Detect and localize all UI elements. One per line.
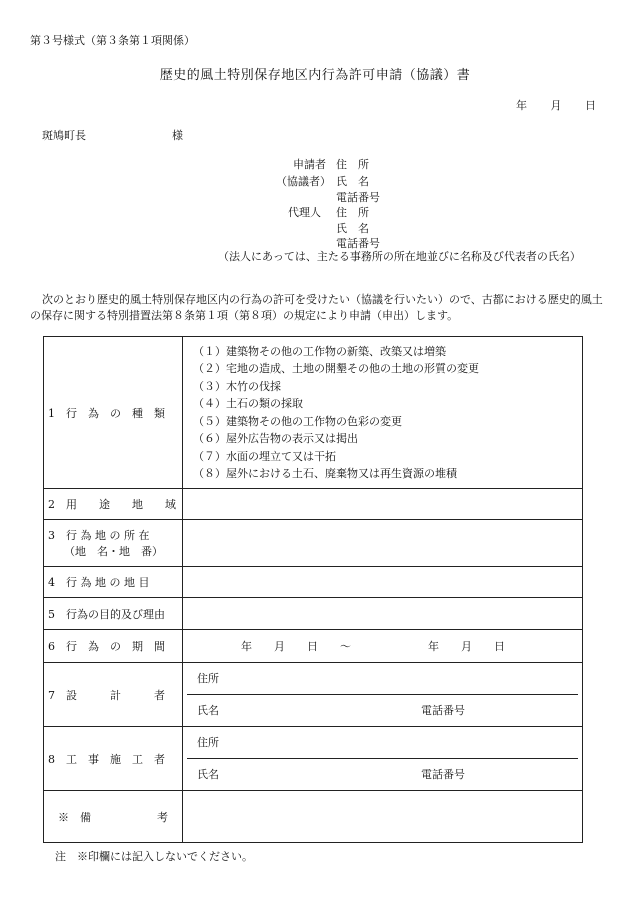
designer-phone-label: 電話番号	[421, 704, 465, 717]
act-kind-item[interactable]: （６）屋外広告物の表示又は掲出	[193, 432, 358, 445]
act-kind-item[interactable]: （２）宅地の造成、土地の開墾その他の土地の形質の変更	[193, 362, 479, 375]
act-kind-list-cell[interactable]	[183, 337, 583, 489]
applicant-address-label: 住 所	[336, 158, 369, 171]
application-statement: 次のとおり歴史的風土特別保存地区内の行為の許可を受けたい（協議を行いたい）ので、古都における歴史的風土の保存に関する特別措置法第８条第１項（第８項）の規定により申請（申出）します。	[30, 293, 603, 322]
corporate-note: （法人にあっては、主たる事務所の所在地並びに名称及び代表者の氏名）	[218, 250, 581, 263]
act-kind-item[interactable]: （８）屋外における土石、廃棄物又は再生資源の堆積	[193, 467, 457, 480]
row-purpose	[44, 598, 583, 630]
applicant-role-alt: （協議者）	[276, 175, 331, 188]
row-contractor	[44, 727, 583, 791]
row-zoning	[44, 489, 583, 520]
applicant-name-label: 氏 名	[336, 175, 369, 188]
contractor-name-field[interactable]: 氏名 電話番号	[187, 759, 578, 790]
period-field[interactable]: 年 月 日 ～ 年 月 日	[183, 630, 583, 663]
row-period	[44, 630, 583, 663]
addressee-name: 斑鳩町長	[42, 129, 86, 142]
act-kind-item[interactable]: （４）土石の類の採取	[193, 397, 303, 410]
row-act-kind	[44, 337, 583, 489]
agent-name-label: 氏 名	[336, 222, 369, 235]
zoning-field[interactable]	[183, 489, 583, 520]
designer-address-field[interactable]: 住所	[187, 663, 578, 695]
document-title: 歴史的風土特別保存地区内行為許可申請（協議）書	[159, 68, 471, 83]
row-designer	[44, 663, 583, 727]
agent-role: 代理人	[288, 206, 321, 219]
act-kind-item[interactable]: （３）木竹の伐採	[193, 379, 281, 393]
label-purpose: 5 行為の目的及び理由	[44, 598, 183, 630]
designer-fields	[183, 663, 583, 727]
designer-name-field[interactable]: 氏名 電話番号	[187, 695, 578, 726]
row-remarks	[44, 791, 583, 843]
contractor-fields	[183, 727, 583, 791]
land-category-field[interactable]	[183, 567, 583, 598]
location-field[interactable]	[183, 520, 583, 567]
form-number: 第３号様式（第３条第１項関係）	[30, 34, 195, 47]
date-line: 年 月 日	[516, 99, 596, 112]
act-kind-item[interactable]: （５）建築物その他の工作物の色彩の変更	[193, 414, 402, 428]
label-location: 3 行 為 地 の 所 在 （地 名・地 番）	[44, 520, 183, 567]
label-contractor: 8 工 事 施 工 者	[44, 727, 183, 791]
agent-address-label: 住 所	[336, 206, 369, 219]
remarks-field	[183, 791, 583, 843]
contractor-phone-label: 電話番号	[421, 768, 465, 781]
addressee	[42, 127, 183, 143]
label-zoning: 2 用 途 地 域	[44, 489, 183, 520]
act-kind-item[interactable]: （７）水面の埋立て又は干拓	[193, 449, 336, 463]
applicant-role: 申請者	[293, 158, 326, 171]
footnote: 注 ※印欄には記入しないでください。	[55, 850, 253, 863]
act-kind-item[interactable]: （１）建築物その他の工作物の新築、改築又は増築	[193, 344, 446, 358]
label-land-category: 4 行 為 地 の 地 目	[44, 567, 183, 598]
contractor-address-field[interactable]: 住所	[187, 727, 578, 759]
applicant-phone-label: 電話番号	[336, 191, 380, 204]
label-remarks: ※ 備 考	[44, 791, 183, 843]
purpose-field[interactable]	[183, 598, 583, 630]
application-form-table	[43, 336, 583, 843]
label-designer: 7 設 計 者	[44, 663, 183, 727]
row-location	[44, 520, 583, 567]
label-period: 6 行 為 の 期 間	[44, 630, 183, 663]
addressee-honorific: 様	[172, 129, 183, 142]
agent-phone-label: 電話番号	[336, 237, 380, 250]
row-land-category	[44, 567, 583, 598]
act-kind-list	[187, 341, 578, 485]
label-act-kind: 1 行 為 の 種 類	[44, 337, 183, 489]
